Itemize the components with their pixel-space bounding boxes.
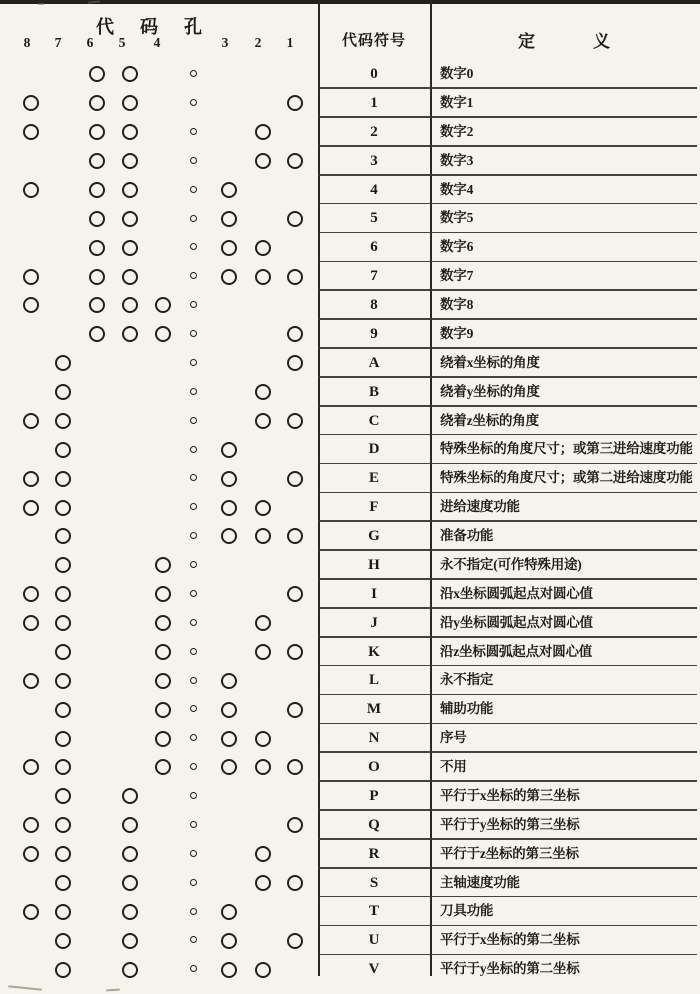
code-hole-ch7 — [55, 644, 71, 660]
sprocket-hole — [190, 561, 197, 568]
code-symbol-cell: D — [368, 441, 380, 458]
code-hole-ch2 — [255, 269, 271, 285]
code-symbol-header: 代码符号 — [341, 33, 406, 49]
sprocket-hole — [190, 128, 197, 135]
code-hole-ch7 — [55, 702, 71, 718]
code-symbol-cell: 8 — [370, 297, 378, 313]
code-hole-ch3 — [221, 182, 237, 198]
code-hole-ch5 — [122, 326, 138, 342]
code-symbol-cell: A — [368, 354, 380, 371]
code-hole-ch8 — [23, 586, 39, 602]
code-hole-ch7 — [55, 904, 71, 920]
table-row — [0, 320, 700, 349]
table-row — [0, 118, 700, 147]
code-symbol-cell: V — [368, 961, 380, 978]
sprocket-hole — [190, 70, 197, 77]
code-hole-ch5 — [122, 66, 138, 82]
sprocket-hole — [190, 503, 197, 510]
code-hole-ch6 — [89, 95, 105, 111]
definition-cell: 绕着y坐标的角度 — [440, 383, 540, 399]
definition-cell: 平行于z坐标的第三坐标 — [440, 845, 579, 861]
code-symbol-cell: B — [368, 383, 379, 400]
code-hole-ch4 — [155, 702, 171, 718]
code-hole-ch5 — [122, 875, 138, 891]
definition-cell: 数字3 — [440, 152, 474, 168]
definition-cell: 刀具功能 — [440, 903, 494, 919]
table-row — [0, 89, 700, 118]
code-hole-ch2 — [255, 384, 271, 400]
sprocket-hole — [190, 908, 197, 915]
code-hole-ch5 — [122, 933, 138, 949]
code-symbol-cell: Q — [368, 816, 380, 833]
code-hole-ch5 — [122, 297, 138, 313]
code-hole-ch5 — [122, 124, 138, 140]
code-hole-ch3 — [221, 471, 237, 487]
definition-cell: 平行于y坐标的第二坐标 — [440, 961, 580, 977]
code-hole-ch6 — [89, 269, 105, 285]
code-hole-ch2 — [255, 759, 271, 775]
table-row — [0, 753, 700, 782]
code-hole-ch5 — [122, 153, 138, 169]
code-symbol-cell: L — [368, 672, 379, 689]
code-symbol-cell: 7 — [370, 268, 378, 285]
code-symbol-cell: E — [368, 470, 379, 487]
definition-cell: 数字1 — [440, 94, 474, 110]
code-hole-ch8 — [23, 904, 39, 920]
channel-number-4: 4 — [153, 35, 161, 50]
code-hole-ch6 — [89, 153, 105, 169]
definition-cell: 平行于x坐标的第三坐标 — [440, 787, 580, 803]
channel-number-8: 8 — [23, 35, 31, 50]
sprocket-hole — [190, 705, 197, 712]
code-hole-ch4 — [155, 759, 171, 775]
code-hole-ch7 — [55, 413, 71, 429]
code-hole-ch3 — [221, 702, 237, 718]
code-hole-ch5 — [122, 817, 138, 833]
sprocket-hole — [190, 417, 197, 424]
definition-cell: 特殊坐标的角度尺寸；或第二进给速度功能 — [440, 470, 693, 486]
code-hole-ch4 — [155, 586, 171, 602]
code-hole-ch1 — [287, 471, 303, 487]
code-hole-ch2 — [255, 413, 271, 429]
definition-cell: 数字0 — [440, 66, 474, 81]
code-hole-ch5 — [122, 788, 138, 804]
code-hole-ch3 — [221, 269, 237, 285]
code-hole-ch8 — [23, 817, 39, 833]
code-hole-ch3 — [221, 933, 237, 949]
code-symbol-cell: 1 — [370, 94, 378, 111]
sprocket-hole — [190, 763, 197, 770]
table-row — [0, 493, 700, 522]
code-hole-ch7 — [55, 673, 71, 689]
definition-cell: 数字7 — [440, 268, 474, 284]
code-hole-ch7 — [55, 442, 71, 458]
code-hole-ch8 — [23, 124, 39, 140]
sprocket-hole — [190, 879, 197, 886]
code-hole-ch6 — [89, 297, 105, 313]
code-symbol-cell: 6 — [370, 239, 378, 256]
definition-cell: 沿z坐标圆弧起点对圆心值 — [440, 643, 593, 659]
channel-number-2: 2 — [254, 35, 262, 50]
table-row — [0, 233, 700, 262]
code-hole-ch7 — [55, 962, 71, 978]
sprocket-hole — [190, 734, 197, 741]
code-hole-ch7 — [55, 759, 71, 775]
code-hole-ch2 — [255, 615, 271, 631]
code-hole-ch1 — [287, 326, 303, 342]
sprocket-hole — [190, 590, 197, 597]
code-hole-ch8 — [23, 297, 39, 313]
code-hole-ch1 — [287, 528, 303, 544]
code-symbol-cell: K — [368, 643, 380, 660]
sprocket-hole — [190, 965, 197, 972]
table-row — [0, 407, 700, 436]
definition-header: 定义 — [518, 32, 668, 51]
code-hole-ch6 — [89, 66, 105, 82]
definition-cell: 数字8 — [440, 297, 474, 312]
code-hole-ch8 — [23, 413, 39, 429]
code-hole-ch7 — [55, 875, 71, 891]
code-hole-ch1 — [287, 95, 303, 111]
scan-artifact — [8, 985, 42, 991]
definition-cell: 沿y坐标圆弧起点对圆心值 — [440, 614, 593, 630]
table-row — [0, 262, 700, 291]
code-symbol-cell: H — [368, 556, 380, 573]
code-hole-ch4 — [155, 557, 171, 573]
code-symbol-cell: S — [369, 874, 379, 891]
code-hole-ch3 — [221, 673, 237, 689]
sprocket-hole — [190, 474, 197, 481]
code-hole-ch6 — [89, 240, 105, 256]
code-symbol-cell: C — [368, 412, 380, 429]
bottom-border — [0, 0, 700, 3]
holes-header-title: 代码孔 — [96, 17, 228, 37]
code-hole-ch8 — [23, 500, 39, 516]
code-symbol-cell: U — [368, 932, 380, 949]
code-symbol-cell: 9 — [370, 325, 378, 342]
code-hole-ch8 — [23, 269, 39, 285]
channel-number-1: 1 — [286, 35, 294, 50]
code-hole-ch5 — [122, 846, 138, 862]
table-row — [0, 204, 700, 233]
table-row — [0, 869, 700, 898]
code-hole-ch6 — [89, 326, 105, 342]
definition-cell: 主轴速度功能 — [440, 874, 520, 890]
code-hole-ch1 — [287, 413, 303, 429]
table-row — [0, 60, 700, 89]
code-hole-ch7 — [55, 817, 71, 833]
definition-cell: 不用 — [440, 759, 467, 774]
code-hole-ch3 — [221, 528, 237, 544]
code-hole-ch1 — [287, 586, 303, 602]
code-hole-ch3 — [221, 759, 237, 775]
code-symbol-cell: 5 — [370, 210, 378, 227]
code-hole-ch2 — [255, 500, 271, 516]
table-row — [0, 580, 700, 609]
code-symbol-cell: G — [368, 528, 380, 544]
code-hole-ch7 — [55, 528, 71, 544]
sprocket-hole — [190, 677, 197, 684]
code-hole-ch1 — [287, 933, 303, 949]
table-row — [0, 955, 700, 984]
code-hole-ch6 — [89, 182, 105, 198]
code-hole-ch2 — [255, 124, 271, 140]
sprocket-hole — [190, 157, 197, 164]
code-hole-ch8 — [23, 471, 39, 487]
code-symbol-cell: 3 — [370, 152, 378, 169]
code-hole-ch4 — [155, 731, 171, 747]
channel-number-3: 3 — [221, 35, 229, 50]
code-symbol-cell: T — [368, 903, 379, 920]
code-hole-ch8 — [23, 95, 39, 111]
code-hole-ch3 — [221, 240, 237, 256]
scan-artifact — [38, 3, 44, 5]
table-row — [0, 435, 700, 464]
definition-cell: 辅助功能 — [440, 701, 494, 717]
code-hole-ch7 — [55, 384, 71, 400]
table-row — [0, 378, 700, 407]
code-hole-ch1 — [287, 817, 303, 833]
definition-cell: 准备功能 — [440, 528, 494, 543]
code-hole-ch3 — [221, 211, 237, 227]
code-hole-ch2 — [255, 962, 271, 978]
table-row — [0, 638, 700, 667]
definition-cell: 特殊坐标的角度尺寸；或第三进给速度功能 — [440, 441, 693, 457]
sprocket-hole — [190, 359, 197, 366]
code-hole-ch2 — [255, 731, 271, 747]
sprocket-hole — [190, 850, 197, 857]
definition-cell: 绕着z坐标的角度 — [440, 412, 539, 428]
code-hole-ch1 — [287, 153, 303, 169]
definition-cell: 数字6 — [440, 239, 474, 255]
code-symbol-cell: N — [368, 730, 380, 747]
definition-cell: 进给速度功能 — [440, 499, 520, 515]
code-hole-ch2 — [255, 528, 271, 544]
code-hole-ch7 — [55, 355, 71, 371]
code-hole-ch8 — [23, 846, 39, 862]
sprocket-hole — [190, 330, 197, 337]
definition-cell: 数字5 — [440, 210, 474, 226]
code-hole-ch8 — [23, 615, 39, 631]
code-hole-ch5 — [122, 962, 138, 978]
code-hole-ch8 — [23, 759, 39, 775]
channel-number-7: 7 — [54, 35, 62, 50]
code-symbol-cell: F — [369, 499, 379, 516]
sprocket-hole — [190, 532, 197, 539]
code-symbol-cell: 2 — [370, 123, 378, 140]
code-symbol-cell: J — [370, 614, 378, 631]
code-hole-ch1 — [287, 269, 303, 285]
code-hole-ch5 — [122, 904, 138, 920]
channel-number-5: 5 — [118, 35, 126, 50]
table-row — [0, 551, 700, 580]
code-hole-ch5 — [122, 269, 138, 285]
definition-cell: 平行于x坐标的第二坐标 — [440, 932, 580, 948]
sprocket-hole — [190, 648, 197, 655]
code-symbol-cell: M — [366, 701, 382, 718]
code-hole-ch4 — [155, 673, 171, 689]
code-symbol-cell: R — [368, 845, 380, 862]
code-hole-ch7 — [55, 471, 71, 487]
code-hole-ch1 — [287, 355, 303, 371]
code-hole-ch5 — [122, 240, 138, 256]
definition-cell: 数字9 — [440, 325, 474, 341]
code-hole-ch3 — [221, 500, 237, 516]
code-hole-ch7 — [55, 933, 71, 949]
code-hole-ch2 — [255, 846, 271, 862]
code-hole-ch5 — [122, 95, 138, 111]
code-hole-ch4 — [155, 297, 171, 313]
sprocket-hole — [190, 446, 197, 453]
code-hole-ch1 — [287, 644, 303, 660]
definition-cell: 数字4 — [440, 181, 474, 197]
code-symbol-cell: 4 — [370, 181, 378, 198]
table-row — [0, 349, 700, 378]
code-symbol-cell: O — [368, 759, 380, 775]
table-row — [0, 724, 700, 753]
code-symbol-cell: 0 — [370, 66, 378, 82]
code-hole-ch2 — [255, 240, 271, 256]
sprocket-hole — [190, 272, 197, 279]
sprocket-hole — [190, 936, 197, 943]
code-hole-ch7 — [55, 615, 71, 631]
code-hole-ch8 — [23, 673, 39, 689]
table-row — [0, 176, 700, 205]
code-hole-ch3 — [221, 731, 237, 747]
code-hole-ch7 — [55, 586, 71, 602]
table-row — [0, 782, 700, 811]
sprocket-hole — [190, 99, 197, 106]
code-hole-ch2 — [255, 875, 271, 891]
table-row — [0, 147, 700, 176]
sprocket-hole — [190, 301, 197, 308]
table-row — [0, 609, 700, 638]
scan-artifact — [106, 989, 120, 992]
code-hole-ch5 — [122, 182, 138, 198]
code-hole-ch1 — [287, 759, 303, 775]
definition-cell: 永不指定 — [440, 672, 494, 688]
sprocket-hole — [190, 215, 197, 222]
code-hole-ch2 — [255, 644, 271, 660]
table-row — [0, 695, 700, 724]
code-symbol-cell: P — [369, 787, 379, 804]
code-hole-ch7 — [55, 846, 71, 862]
table-row — [0, 522, 700, 551]
code-hole-ch7 — [55, 500, 71, 516]
code-symbol-cell: I — [371, 585, 377, 602]
definition-cell: 序号 — [440, 730, 467, 746]
table-row — [0, 291, 700, 320]
table-row — [0, 464, 700, 493]
sprocket-hole — [190, 243, 197, 250]
table-row — [0, 666, 700, 695]
definition-cell: 沿x坐标圆弧起点对圆心值 — [440, 585, 593, 601]
sprocket-hole — [190, 388, 197, 395]
definition-cell: 永不指定(可作特殊用途) — [440, 556, 582, 572]
sprocket-hole — [190, 821, 197, 828]
code-hole-ch8 — [23, 182, 39, 198]
code-hole-ch1 — [287, 211, 303, 227]
code-hole-ch7 — [55, 788, 71, 804]
table-row — [0, 840, 700, 869]
code-hole-ch2 — [255, 153, 271, 169]
sprocket-hole — [190, 186, 197, 193]
code-hole-ch3 — [221, 442, 237, 458]
code-hole-ch7 — [55, 731, 71, 747]
code-hole-ch3 — [221, 904, 237, 920]
definition-cell: 平行于y坐标的第三坐标 — [440, 816, 580, 832]
code-hole-ch6 — [89, 124, 105, 140]
sprocket-hole — [190, 792, 197, 799]
code-hole-ch1 — [287, 702, 303, 718]
code-hole-ch4 — [155, 644, 171, 660]
channel-number-6: 6 — [86, 35, 94, 50]
sprocket-hole — [190, 619, 197, 626]
definition-cell: 绕着x坐标的角度 — [440, 354, 540, 370]
code-hole-ch4 — [155, 326, 171, 342]
code-hole-ch3 — [221, 962, 237, 978]
table-row — [0, 897, 700, 926]
table-row — [0, 811, 700, 840]
definition-cell: 数字2 — [440, 123, 474, 139]
table-row — [0, 926, 700, 955]
code-hole-ch6 — [89, 211, 105, 227]
code-hole-ch4 — [155, 615, 171, 631]
code-hole-ch5 — [122, 211, 138, 227]
code-hole-ch1 — [287, 875, 303, 891]
code-hole-ch7 — [55, 557, 71, 573]
